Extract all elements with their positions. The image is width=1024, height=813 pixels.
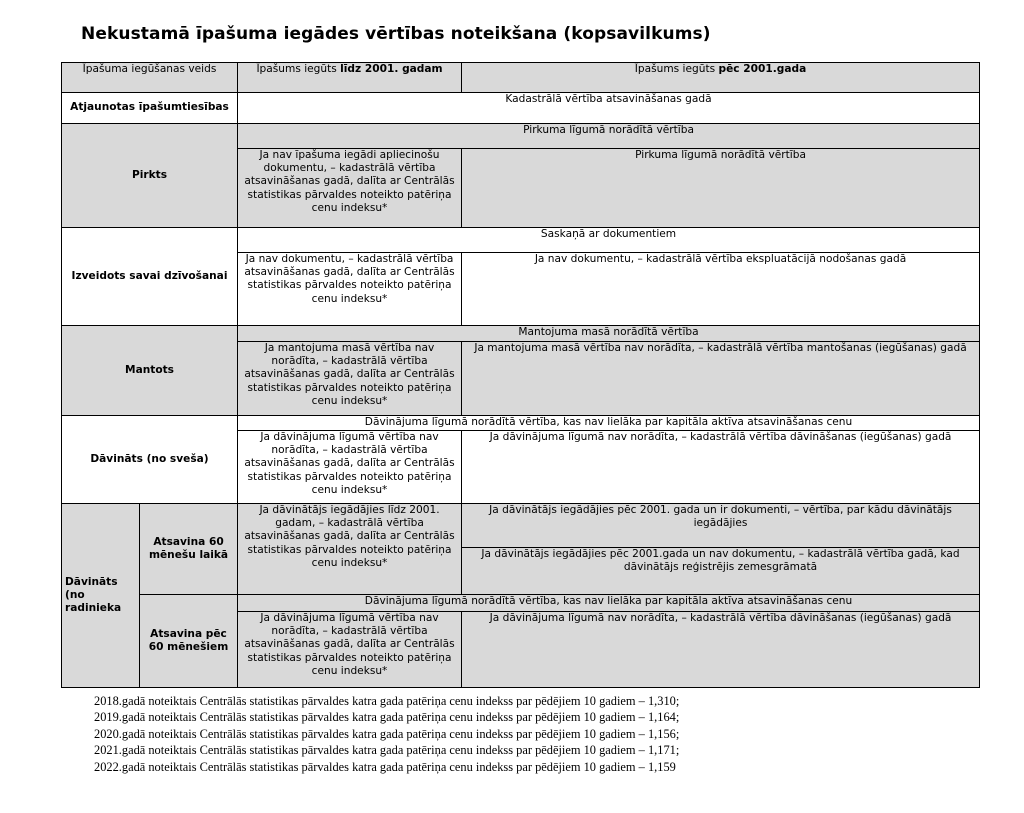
cell-before-2001: Ja dāvinātājs iegādājies līdz 2001. gadam, – kadastrālā vērtība atsavināšanas gadā, dalīta ar Centrālās statistikas pārvaldes noteikto patēriņa cenu indeksu* — [238, 504, 462, 595]
cell-before-2001: Ja nav dokumentu, – kadastrālā vērtība atsavināšanas gadā, dalīta ar Centrālās statistikas pārvaldes noteikto patēriņa cenu indeksu* — [238, 253, 462, 326]
page-title: Nekustamā īpašuma iegādes vērtības noteikšana (kopsavilkums) — [81, 24, 711, 44]
note-line: 2021.gadā noteiktais Centrālās statistikas pārvaldes katra gada patēriņa cenu indekss par pēdējiem 10 gadiem – 1,171; — [94, 743, 680, 758]
cell-before-2001: Ja mantojuma masā vērtība nav norādīta, – kadastrālā vērtība atsavināšanas gadā, dalīta ar Centrālās statistikas pārvaldes noteikto patēriņa cenu indeksu* — [238, 342, 462, 416]
header-after-2001: Īpašums iegūts pēc 2001.gada — [462, 63, 980, 93]
cell-before-2001: Ja dāvinājuma līgumā vērtība nav norādīta, – kadastrālā vērtība atsavināšanas gadā, dalīta ar Centrālās statistikas pārvaldes noteikto patēriņa cenu indeksu* — [238, 431, 462, 504]
note-line: 2020.gadā noteiktais Centrālās statistikas pārvaldes katra gada patēriņa cenu indekss par pēdējiem 10 gadiem – 1,156; — [94, 726, 680, 741]
table-row — [62, 326, 980, 342]
header-before-2001: Īpašums iegūts līdz 2001. gadam — [238, 63, 462, 93]
cell-after-2001: Ja dāvinātājs iegādājies pēc 2001. gada un ir dokumenti, – vērtība, par kādu dāvinātājs iegādājies — [462, 504, 980, 548]
table-row — [62, 93, 980, 124]
row-label-mantots: Mantots — [62, 326, 238, 416]
table-row — [62, 595, 980, 612]
cell-span: Saskaņā ar dokumentiem — [238, 228, 980, 253]
header-acquisition-type: Īpašuma iegūšanas veids — [62, 63, 238, 93]
cell-after-2001: Ja dāvinājuma līgumā nav norādīta, – kadastrālā vērtība dāvināšanas (iegūšanas) gadā — [462, 612, 980, 688]
table-row — [62, 416, 980, 431]
table-row — [62, 504, 980, 548]
cell-span: Dāvinājuma līgumā norādītā vērtība, kas nav lielāka par kapitāla aktīva atsavināšanas cenu — [238, 595, 980, 612]
cell-span: Pirkuma līgumā norādītā vērtība — [238, 124, 980, 149]
cell-span: Mantojuma masā norādītā vērtība — [238, 326, 980, 342]
sublabel-within-60: Atsavina 60 mēnešu laikā — [140, 504, 238, 595]
cell-after-2001: Ja nav dokumentu, – kadastrālā vērtība ekspluatācijā nodošanas gadā — [462, 253, 980, 326]
note-line: 2022.gadā noteiktais Centrālās statistikas pārvaldes katra gada patēriņa cenu indekss par pēdējiem 10 gadiem – 1,159 — [94, 759, 676, 774]
row-label-pirkts: Pirkts — [62, 124, 238, 228]
cell-before-2001: Ja nav īpašuma iegādi apliecinošu dokumentu, – kadastrālā vērtība atsavināšanas gadā, dalīta ar Centrālās statistikas pārvaldes noteikto patēriņa cenu indeksu* — [238, 149, 462, 228]
cell-after-2001: Ja mantojuma masā vērtība nav norādīta, – kadastrālā vērtība mantošanas (iegūšanas) gadā — [462, 342, 980, 416]
row-label-izveidots: Izveidots savai dzīvošanai — [62, 228, 238, 326]
cell-span: Dāvinājuma līgumā norādītā vērtība, kas nav lielāka par kapitāla aktīva atsavināšanas cenu — [238, 416, 980, 431]
row-label-davinats-svesa: Dāvināts (no sveša) — [62, 416, 238, 504]
cpi-notes — [94, 693, 679, 775]
cell-after-2001: Ja dāvinājuma līgumā nav norādīta, – kadastrālā vērtība dāvināšanas (iegūšanas) gadā — [462, 431, 980, 504]
table-header-row — [62, 63, 980, 93]
cell-after-2001: Pirkuma līgumā norādītā vērtība — [462, 149, 980, 228]
table-row — [62, 228, 980, 253]
note-line: 2019.gadā noteiktais Centrālās statistikas pārvaldes katra gada patēriņa cenu indekss par pēdējiem 10 gadiem – 1,164; — [94, 710, 680, 725]
table-row — [62, 124, 980, 149]
row-label-atjaunotas: Atjaunotas īpašumtiesības — [62, 93, 238, 124]
cell-value: Kadastrālā vērtība atsavināšanas gadā — [238, 93, 980, 124]
sublabel-after-60: Atsavina pēc 60 mēnešiem — [140, 595, 238, 688]
row-label-davinats-radinieka: Dāvināts (no radinieka — [62, 504, 140, 688]
cell-after-2001: Ja dāvinātājs iegādājies pēc 2001.gada un nav dokumentu, – kadastrālā vērtība gadā, kad dāvinātājs reģistrējis zemesgrāmatā — [462, 548, 980, 595]
note-line: 2018.gadā noteiktais Centrālās statistikas pārvaldes katra gada patēriņa cenu indekss par pēdējiem 10 gadiem – 1,310; — [94, 694, 680, 708]
cell-before-2001: Ja dāvinājuma līgumā vērtība nav norādīta, – kadastrālā vērtība atsavināšanas gadā, dalīta ar Centrālās statistikas pārvaldes noteikto patēriņa cenu indeksu* — [238, 612, 462, 688]
summary-table — [61, 62, 980, 688]
